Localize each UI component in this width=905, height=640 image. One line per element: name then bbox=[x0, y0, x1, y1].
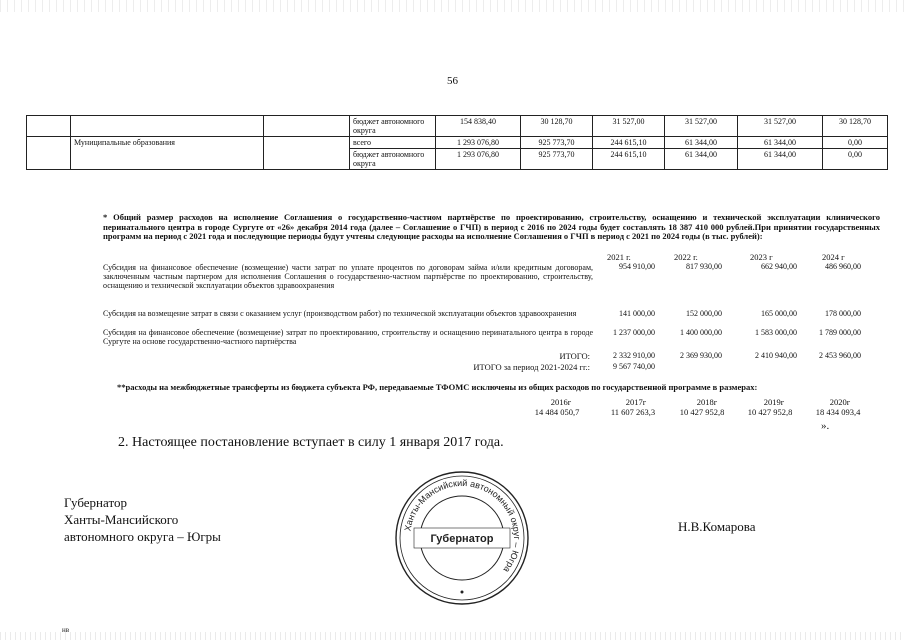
total-value: 2 453 960,00 bbox=[819, 351, 861, 360]
scan-noise-top bbox=[0, 0, 905, 12]
governor-line: автономного округа – Югры bbox=[64, 529, 221, 544]
subsidy-value: 817 930,00 bbox=[686, 262, 722, 271]
total-value: 2 332 910,00 bbox=[613, 351, 655, 360]
closing-quote: ». bbox=[821, 420, 830, 432]
year-header: 2021 г. bbox=[607, 252, 631, 262]
period-total-value: 9 567 740,00 bbox=[613, 362, 655, 371]
official-seal bbox=[392, 468, 532, 608]
seal-center-text: Губернатор bbox=[430, 533, 494, 545]
transfer-value: 10 427 952,8 bbox=[679, 407, 725, 417]
transfer-value: 11 607 263,3 bbox=[610, 407, 656, 417]
transfer-value: 18 434 093,4 bbox=[815, 407, 861, 417]
subsidy-value: 1 237 000,00 bbox=[613, 328, 655, 337]
year-header: 2023 г bbox=[750, 252, 773, 262]
transfer-value: 14 484 050,7 bbox=[534, 407, 580, 417]
governor-title bbox=[64, 494, 221, 545]
signer-name: Н.В.Комарова bbox=[678, 519, 756, 534]
footnote-gchp bbox=[103, 213, 880, 242]
budget-table bbox=[26, 115, 888, 170]
funding-type-cell: бюджет автономного округа bbox=[350, 116, 436, 137]
table-row: бюджет автономного округа 1 293 076,80 925 773,70 244 615,10 61 344,00 61 344,00 0,00 bbox=[27, 149, 888, 170]
page-number: 56 bbox=[447, 75, 458, 87]
total-label: ИТОГО: bbox=[559, 351, 590, 361]
scan-noise-bottom bbox=[0, 632, 905, 640]
transfer-year: 2017г bbox=[625, 397, 647, 407]
subsidy-value: 141 000,00 bbox=[619, 309, 655, 318]
total-value: 2 369 930,00 bbox=[680, 351, 722, 360]
subsidy-value: 1 789 000,00 bbox=[819, 328, 861, 337]
subsidy-label: Субсидия на возмещение затрат в связи с оказанием услуг (производством работ) по технической эксплуатации объектов здравоохранения bbox=[103, 309, 577, 318]
subsidy-label: Субсидия на финансовое обеспечение (возмещение) части затрат по уплате процентов по договорам займа и/или кредитным договорам, заключенным частным партнером для исполнения Соглашения о государственно-частном партнёрстве по проектированию, строительству, оснащению и технической эксплуатации объектов здравоохранения bbox=[103, 263, 593, 290]
subsidy-value: 1 583 000,00 bbox=[755, 328, 797, 337]
subsidy-value: 662 940,00 bbox=[761, 262, 797, 271]
footnote-tfoms: **расходы на межбюджетные трансферты из бюджета субъекта РФ, передаваемые ТФОМС исключены из общих расходов по государственной программе в размерах: bbox=[117, 382, 758, 392]
transfer-year: 2016г bbox=[550, 397, 572, 407]
governor-line: Ханты-Мансийского bbox=[64, 512, 179, 527]
transfer-year: 2018г bbox=[696, 397, 718, 407]
subsidy-value: 165 000,00 bbox=[761, 309, 797, 318]
transfer-value: 10 427 952,8 bbox=[747, 407, 793, 417]
seal-star-icon bbox=[461, 591, 464, 594]
total-value: 2 410 940,00 bbox=[755, 351, 797, 360]
document-code: нв bbox=[62, 626, 70, 634]
period-total-label: ИТОГО за период 2021-2024 гг.: bbox=[473, 362, 590, 372]
table-row: бюджет автономного округа 154 838,40 30 128,70 31 527,00 31 527,00 31 527,00 30 128,70 bbox=[27, 116, 888, 137]
funding-type-cell: всего bbox=[350, 137, 436, 149]
governor-line: Губернатор bbox=[64, 495, 127, 510]
funding-type-cell: бюджет автономного округа bbox=[350, 149, 436, 170]
seal-ring-text: Ханты-Мансийский автономный округ – Югра bbox=[402, 477, 523, 575]
table-row-label: Муниципальные образования bbox=[71, 137, 264, 170]
table-row: Муниципальные образования всего 1 293 076,80 925 773,70 244 615,10 61 344,00 61 344,00 0,00 bbox=[27, 137, 888, 149]
subsidy-value: 954 910,00 bbox=[619, 262, 655, 271]
subsidy-value: 486 960,00 bbox=[825, 262, 861, 271]
subsidy-value: 178 000,00 bbox=[825, 309, 861, 318]
effective-date-statement: 2. Настоящее постановление вступает в силу 1 января 2017 года. bbox=[118, 435, 504, 450]
subsidy-label: Субсидия на финансовое обеспечение (возмещение) затрат по проектированию, строительству и оснащению перинатального центра в городе Сургуте на основе государственно-частного партнёрства bbox=[103, 328, 593, 346]
subsidy-value: 152 000,00 bbox=[686, 309, 722, 318]
year-header: 2022 г. bbox=[674, 252, 698, 262]
subsidy-value: 1 400 000,00 bbox=[680, 328, 722, 337]
year-header: 2024 г bbox=[822, 252, 845, 262]
footnote-gchp-text: * Общий размер расходов на исполнение Соглашения о государственно-частном партнёрстве по проектированию, строительству, оснащению и технической эксплуатации клинического перинатального центра в городе Сургуте от «26» декабря 2014 года (далее – Соглашение о ГЧП) в период с 2016 по 2024 годы будет составлять 18 387 410 000 рублей.При принятии государственных программ на период с 2021 года и последующие периоды будут учтены следующие расходы на исполнение Соглашения о ГЧП в период с 2021 по 2024 годы (в тыс. рублей): bbox=[103, 212, 880, 241]
transfer-year: 2019г bbox=[763, 397, 785, 407]
transfer-year: 2020г bbox=[829, 397, 851, 407]
